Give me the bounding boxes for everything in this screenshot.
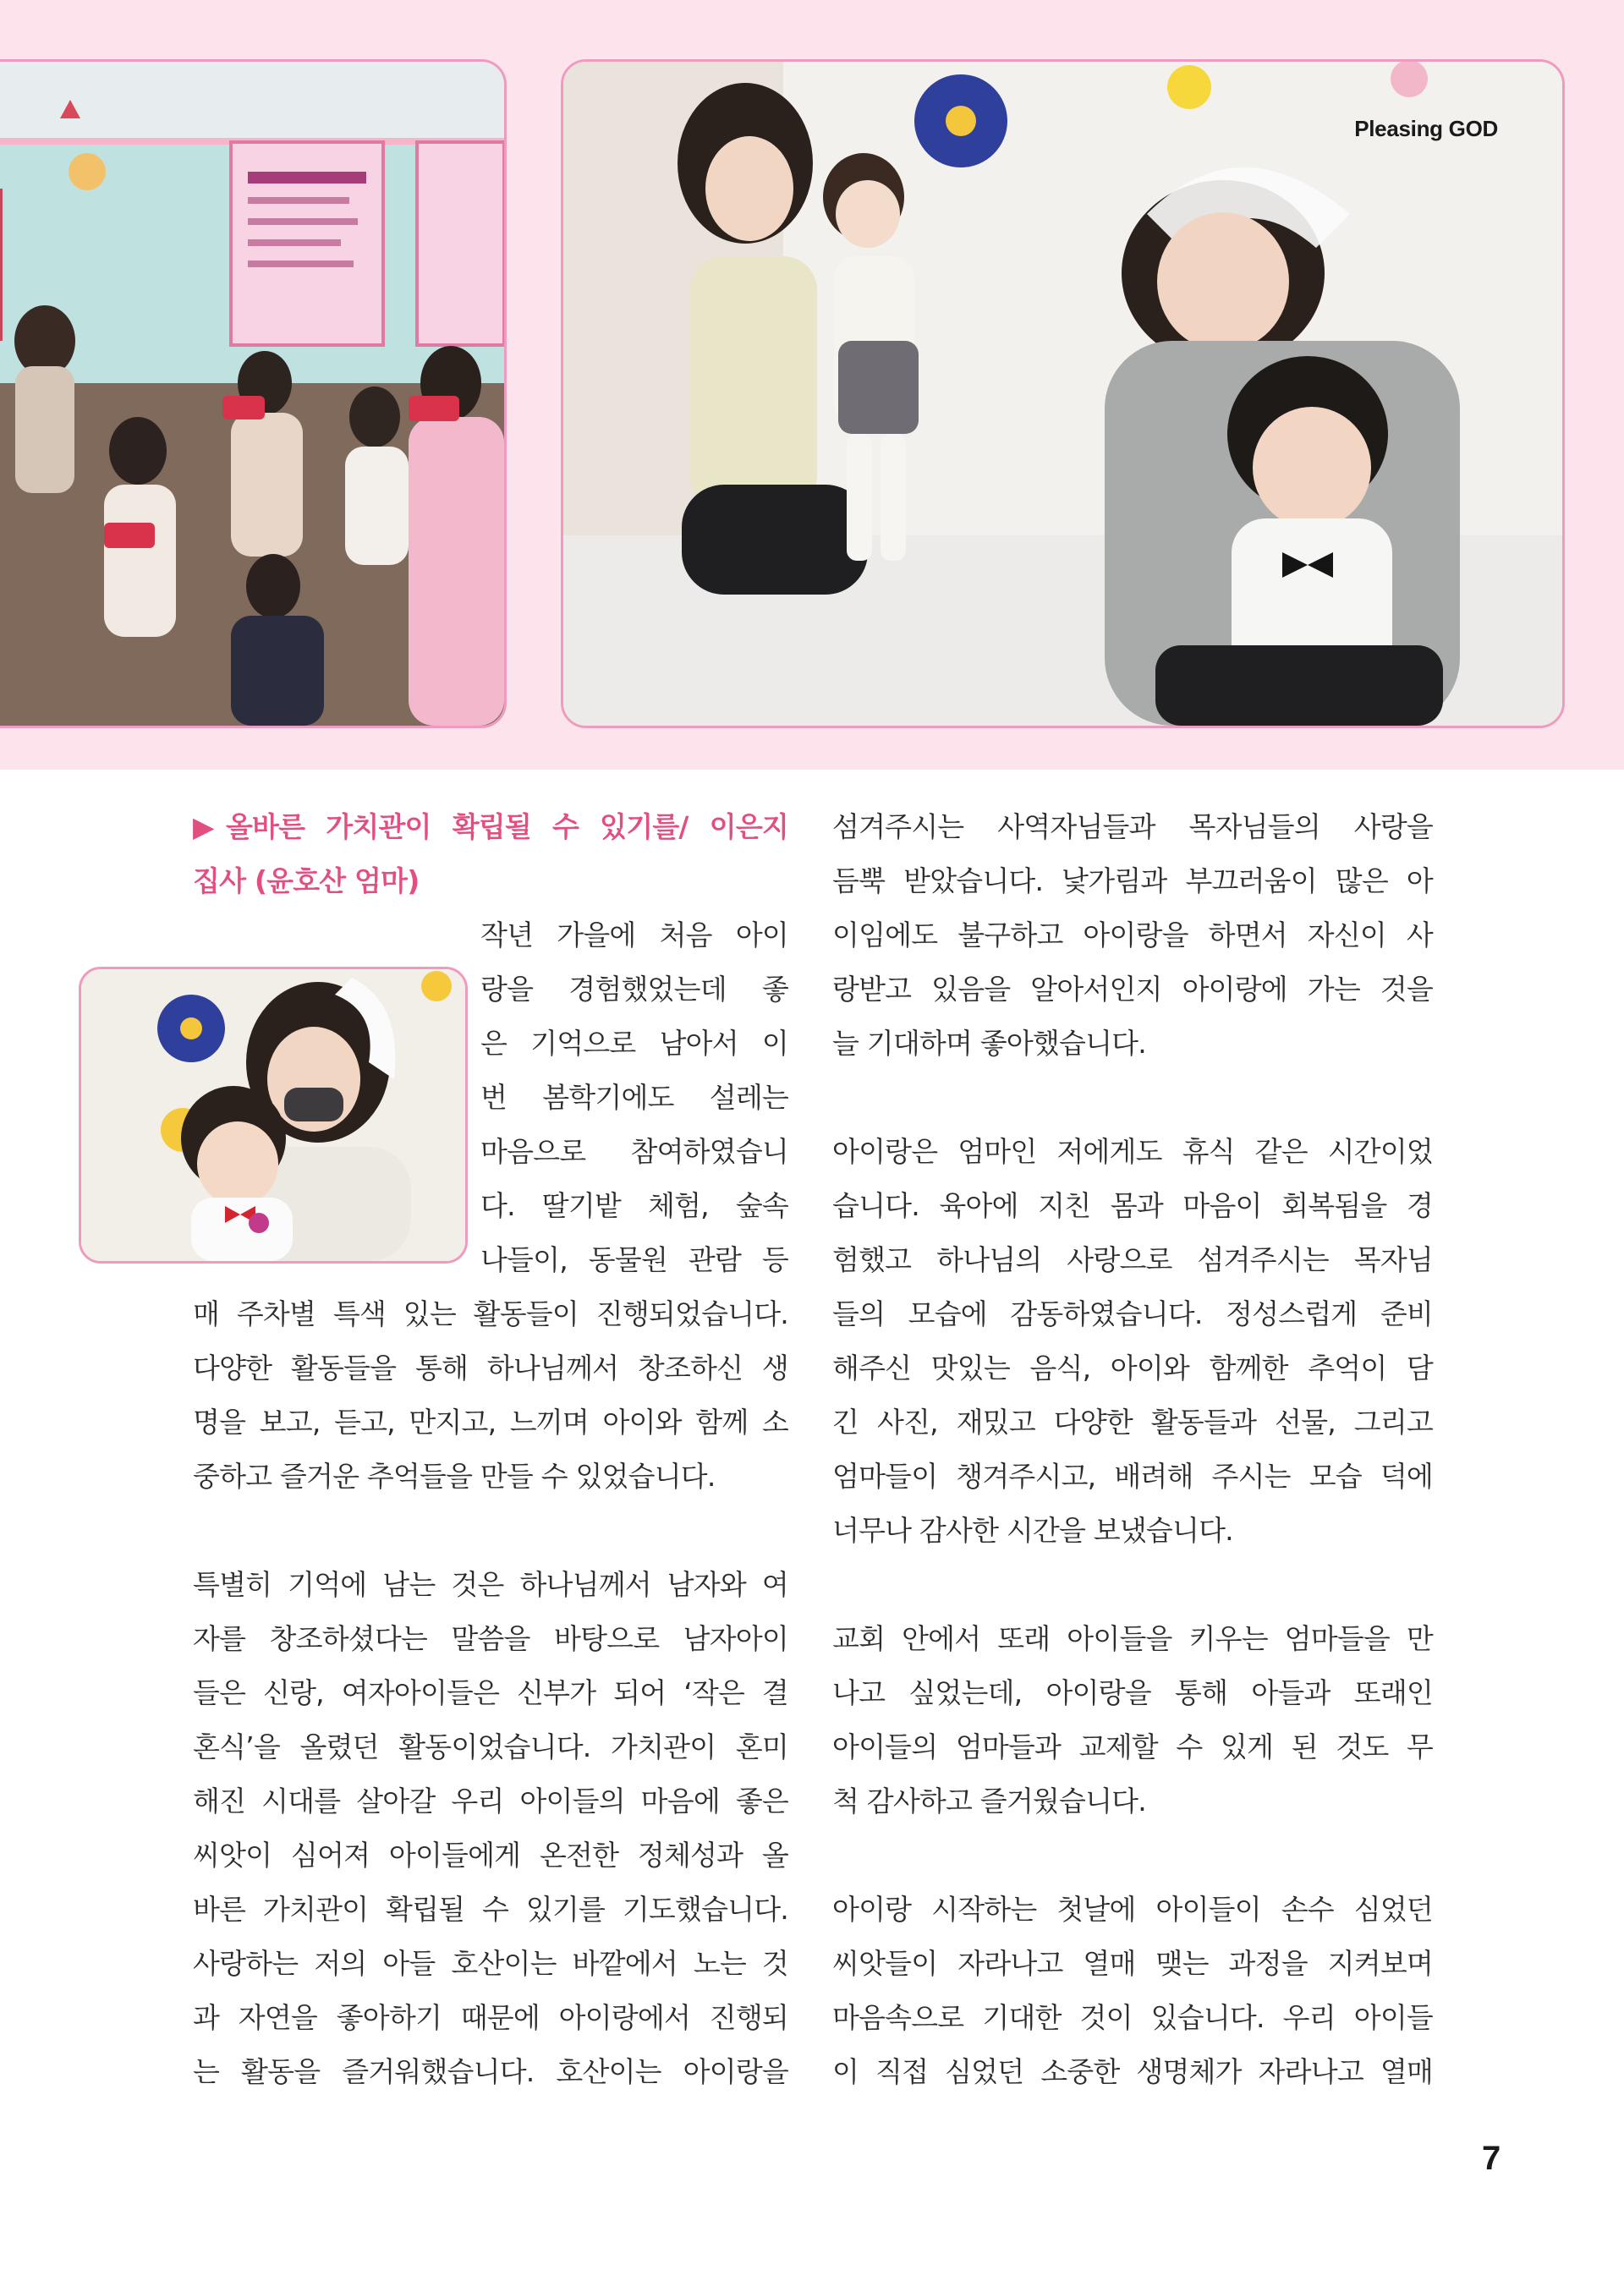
- paragraph-gap: [832, 1558, 1433, 1612]
- text-line: 나들이, 동물원 관람 등: [480, 1243, 788, 1276]
- text-line: 는 활동을 즐거워했습니다. 호산이는 아이랑을: [193, 2055, 788, 2088]
- heading-line: 집사 (윤호산 엄마): [193, 864, 420, 897]
- text-line: 랑을 경험했었는데 좋: [480, 973, 788, 1006]
- text-line: 교회 안에서 또래 아이들을 키우는 엄마들을 만: [832, 1622, 1433, 1655]
- text-line: 이 직접 심었던 소중한 생명체가 자라나고 열매: [832, 2055, 1433, 2088]
- text-line: 사랑하는 저의 아들 호산이는 바깥에서 노는 것: [193, 1947, 788, 1980]
- text-line: 매 주차별 특색 있는 활동들이 진행되었습니다.: [193, 1297, 788, 1330]
- text-line: 랑받고 있음을 알아서인지 아이랑에 가는 것을: [832, 973, 1433, 1006]
- paragraph-gap: [832, 1829, 1433, 1883]
- text-line: 긴 사진, 재밌고 다양한 활동들과 선물, 그리고: [832, 1406, 1433, 1439]
- article-heading: [193, 800, 788, 908]
- article-right-column: [832, 800, 1433, 2099]
- text-line: 아이랑 시작하는 첫날에 아이들이 손수 심었던: [832, 1893, 1433, 1926]
- text-line: 척 감사하고 즐거웠습니다.: [832, 1785, 1146, 1818]
- text-line: 씨앗들이 자라나고 열매 맺는 과정을 지켜보며: [832, 1947, 1433, 1980]
- text-line: 은 기억으로 남아서 이: [480, 1027, 788, 1060]
- text-line: 듬뿍 받았습니다. 낯가림과 부끄러움이 많은 아: [832, 864, 1433, 897]
- text-line: 나고 싶었는데, 아이랑을 통해 아들과 또래인: [832, 1676, 1433, 1709]
- text-line: 씨앗이 심어져 아이들에게 온전한 정체성과 올: [193, 1839, 788, 1872]
- text-line: 과 자연을 좋아하기 때문에 아이랑에서 진행되: [193, 2001, 788, 2034]
- right-paragraph-3: [832, 1612, 1433, 1829]
- text-line: 섬겨주시는 사역자님들과 목자님들의 사랑을: [832, 810, 1433, 843]
- group-photo-strawberries: [0, 59, 507, 728]
- text-line: 험했고 하나님의 사랑으로 섬겨주시는 목자님: [832, 1243, 1433, 1276]
- photo-caption: Pleasing GOD: [1354, 116, 1498, 141]
- page-number: 7: [1482, 2140, 1501, 2177]
- right-paragraph-4: [832, 1883, 1433, 2099]
- text-line: 너무나 감사한 시간을 보냈습니다.: [832, 1514, 1233, 1547]
- text-line: 번 봄학기에도 설레는: [480, 1081, 788, 1114]
- text-line: 엄마들이 챙겨주시고, 배려해 주시는 모습 덕에: [832, 1460, 1433, 1493]
- right-paragraph-2: [832, 1125, 1433, 1558]
- text-line: 작년 가을에 처음 아이: [480, 918, 788, 951]
- heading-line: ▶올바른 가치관이 확립될 수 있기를/ 이은지: [193, 810, 788, 843]
- text-line: 이임에도 불구하고 아이랑을 하면서 자신이 사: [832, 918, 1433, 951]
- text-line: 혼식’을 올렸던 활동이었습니다. 가치관이 혼미: [193, 1730, 788, 1763]
- text-line: 중하고 즐거운 추억들을 만들 수 있었습니다.: [193, 1460, 716, 1493]
- text-line: 명을 보고, 듣고, 만지고, 느끼며 아이와 함께 소: [193, 1406, 788, 1439]
- paragraph-gap: [193, 1504, 788, 1558]
- text-line: 아이랑은 엄마인 저에게도 휴식 같은 시간이었: [832, 1135, 1433, 1168]
- right-paragraph-1: [832, 800, 1433, 1071]
- intro-paragraph: [193, 908, 788, 1504]
- paragraph-gap: [832, 1071, 1433, 1125]
- text-line: 습니다. 육아에 지친 몸과 마음이 회복됨을 경: [832, 1189, 1433, 1222]
- text-line: 아이들의 엄마들과 교제할 수 있게 된 것도 무: [832, 1730, 1433, 1763]
- text-line: 마음으로 참여하였습니: [480, 1135, 788, 1168]
- text-line: 들은 신랑, 여자아이들은 신부가 되어 ‘작은 결: [193, 1676, 788, 1709]
- article-left-column: [193, 800, 788, 2099]
- wedding-activity-photo: [561, 59, 1565, 728]
- text-line: 해주신 맛있는 음식, 아이와 함께한 추억이 담: [832, 1352, 1433, 1385]
- text-line: 다. 딸기밭 체험, 숲속: [480, 1189, 788, 1222]
- text-line: 들의 모습에 감동하였습니다. 정성스럽게 준비: [832, 1297, 1433, 1330]
- text-line: 특별히 기억에 남는 것은 하나님께서 남자와 여: [193, 1568, 788, 1601]
- text-line: 늘 기대하며 좋아했습니다.: [832, 1027, 1146, 1060]
- text-line: 마음속으로 기대한 것이 있습니다. 우리 아이들: [832, 2001, 1433, 2034]
- text-line: 자를 창조하셨다는 말씀을 바탕으로 남자아이: [193, 1622, 788, 1655]
- wedding-paragraph: [193, 1558, 788, 2099]
- text-line: 바른 가치관이 확립될 수 있기를 기도했습니다.: [193, 1893, 788, 1926]
- text-line: 다양한 활동들을 통해 하나님께서 창조하신 생: [193, 1352, 788, 1385]
- text-line: 해진 시대를 살아갈 우리 아이들의 마음에 좋은: [193, 1785, 788, 1818]
